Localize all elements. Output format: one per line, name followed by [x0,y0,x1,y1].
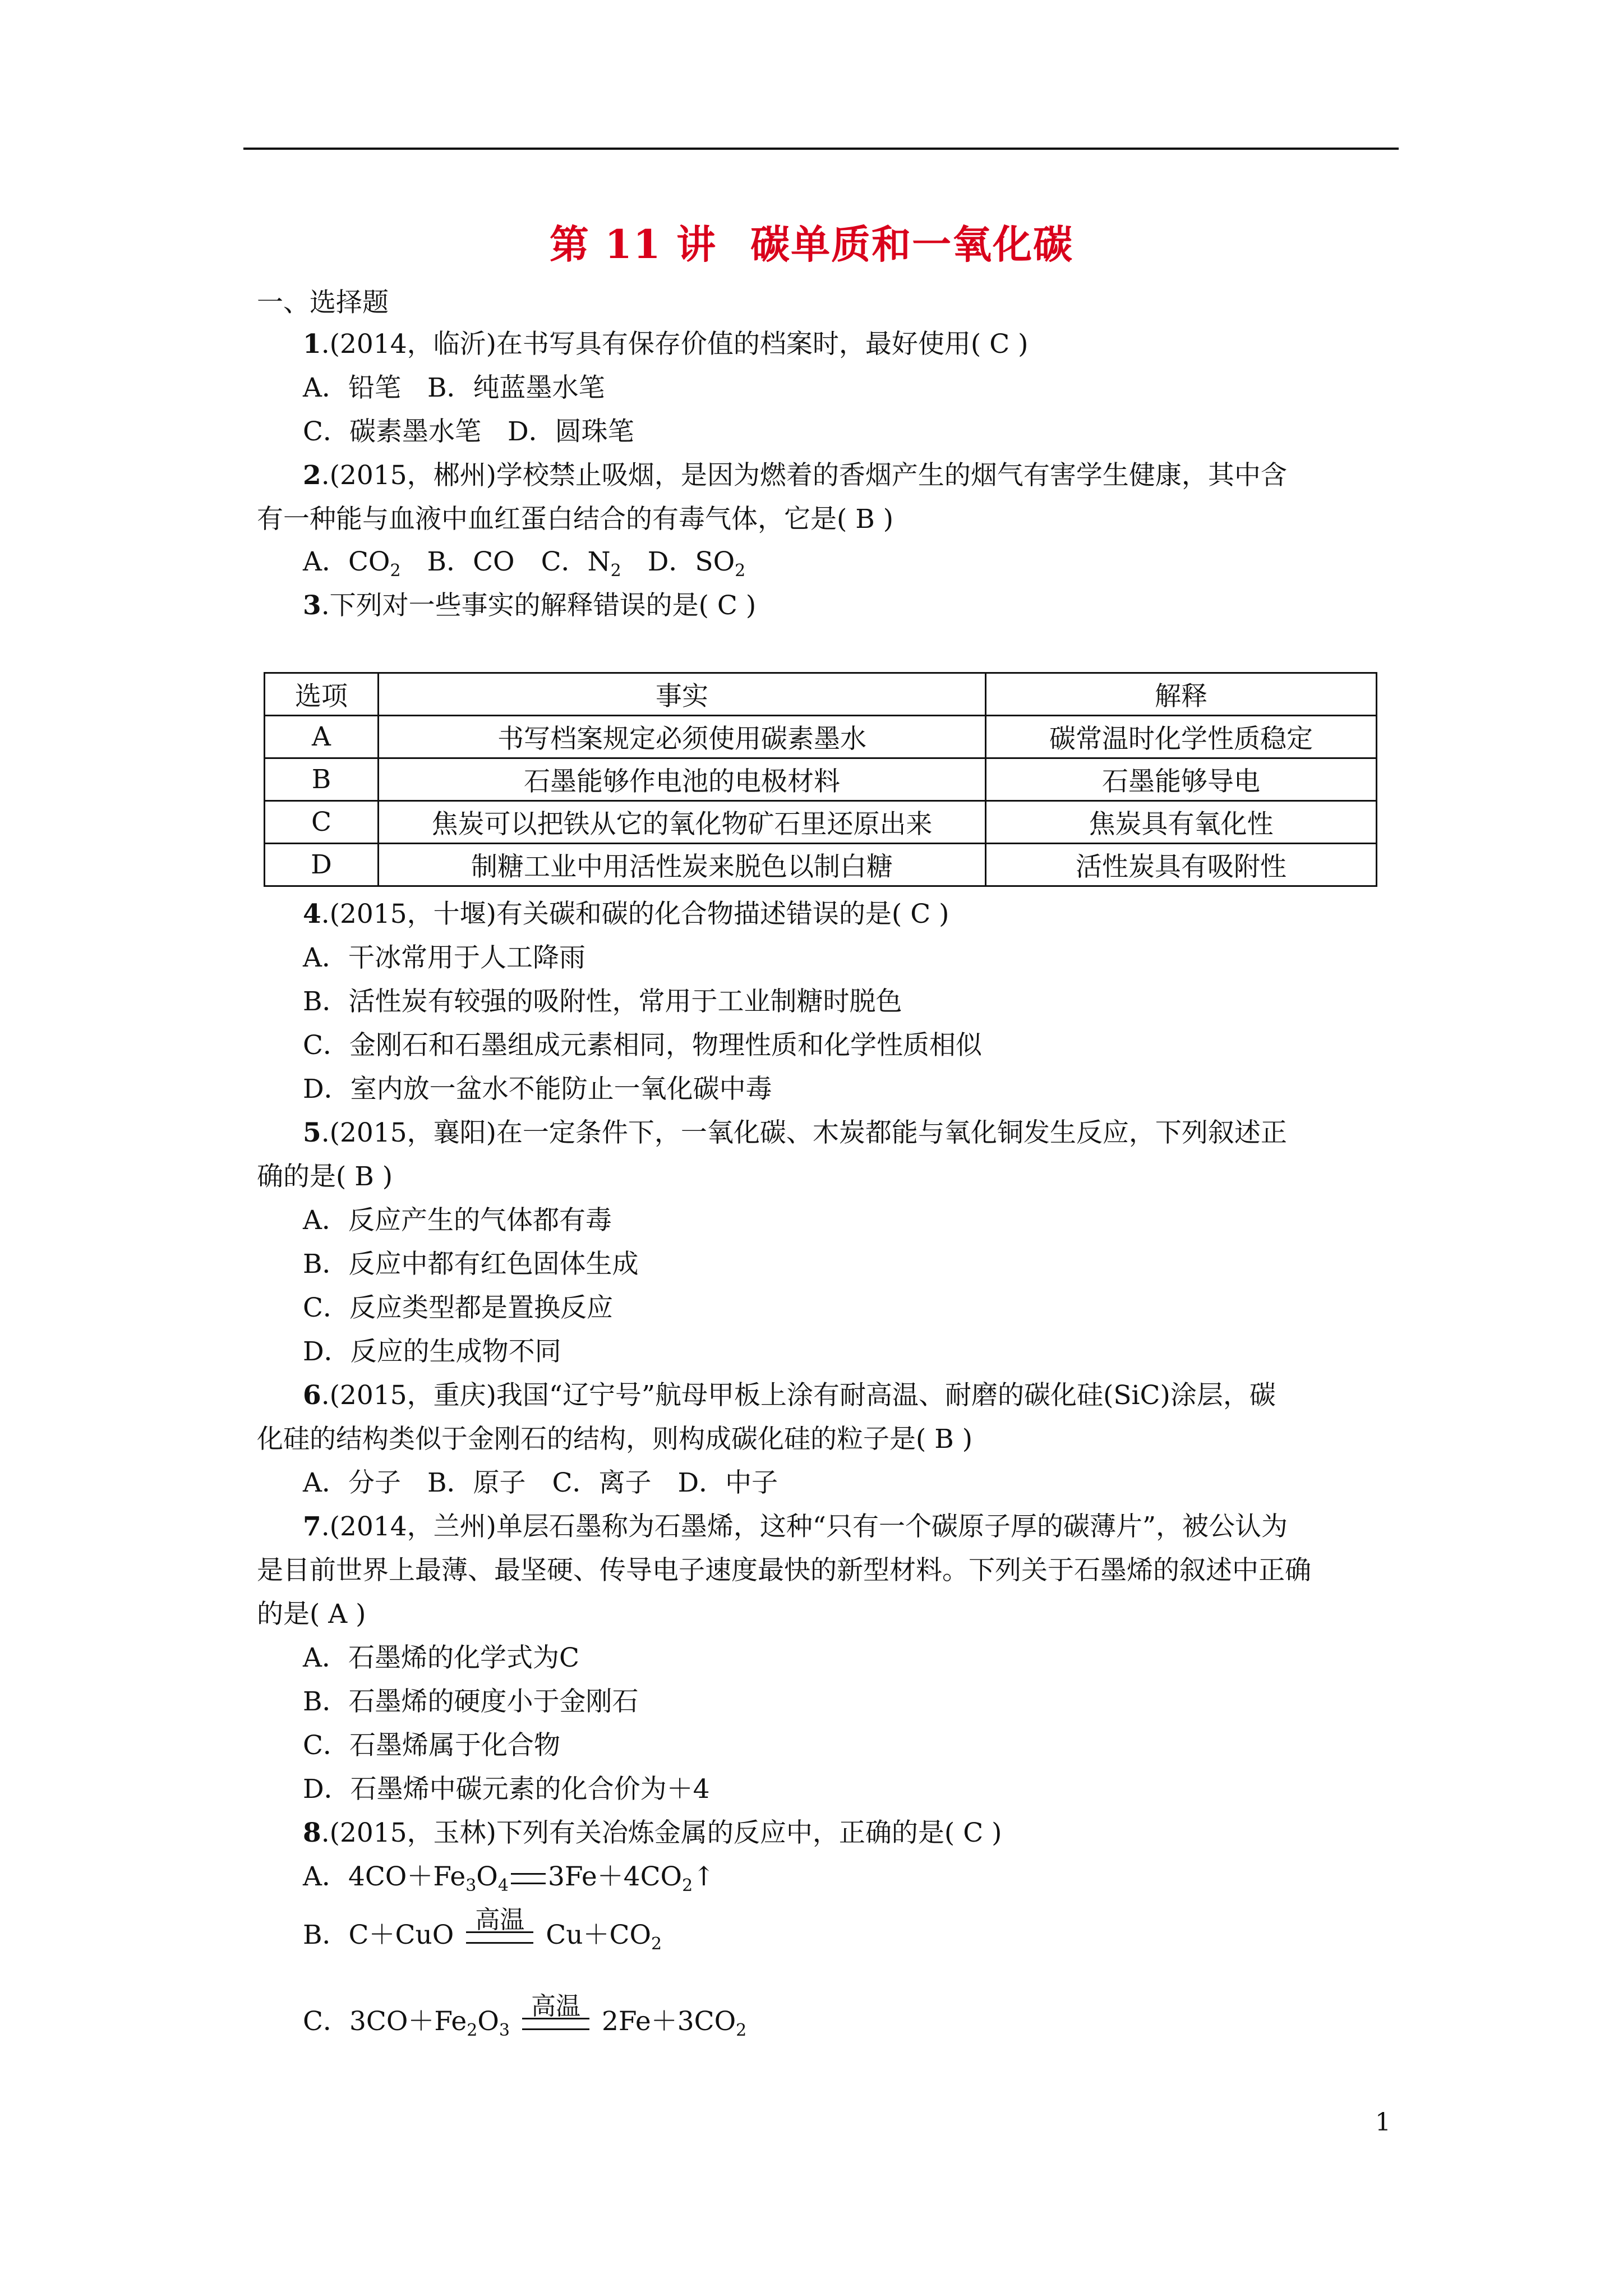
question-5-option-c: C．反应类型都是置换反应 [303,1292,613,1323]
question-1: 1.(2014，临沂)在书写具有保存价值的档案时，最好使用( C ) [303,329,1029,360]
question-7-option-c: C．石墨烯属于化合物 [303,1730,560,1761]
table-cell: C [265,801,379,844]
table-cell: 焦炭可以把铁从它的氧化物矿石里还原出来 [379,801,986,844]
question-4-option-c: C．金刚石和石墨组成元素相同，物理性质和化学性质相似 [303,1030,982,1061]
question-2-options: A．$CO_2$ B．CO C．$N_2$ D．$SO_2$ [303,546,746,581]
table-cell: 碳常温时化学性质稳定 [986,716,1377,758]
table-row [265,844,1377,886]
table-header-cell: 事实 [379,673,986,716]
question-7-option-d: D．石墨烯中碳元素的化合价为＋4 [303,1774,710,1805]
question-5-cont: 确的是( B ) [257,1161,393,1192]
facts-table [264,672,1377,887]
question-8-option-c: C．$3CO+Fe_2O_3$ 高温 $2Fe+3CO_2$ [303,1992,747,2040]
question-7: 7.(2014，兰州)单层石墨称为石墨烯，这种“只有一个碳原子厚的碳薄片”，被公认为 [303,1511,1288,1542]
table-header-cell: 选项 [265,673,379,716]
question-4-option-d: D．室内放一盆水不能防止一氧化碳中毒 [303,1074,772,1105]
table-cell: B [265,758,379,801]
question-1-options-ab: A．铅笔 B．纯蓝墨水笔 [303,372,605,403]
table-header-cell: 解释 [986,673,1377,716]
question-7-cont2: 的是( A ) [257,1599,366,1630]
question-5: 5.(2015，襄阳)在一定条件下，一氧化碳、木炭都能与氧化铜发生反应，下列叙述正 [303,1117,1287,1148]
table-header-row [265,673,1377,716]
reaction-condition: 高温 [466,1936,533,1944]
page-title: 第 11 讲 碳单质和一氧化碳 [549,221,1074,268]
table-cell: 制糖工业中用活性炭来脱色以制白糖 [379,844,986,886]
table-cell: 焦炭具有氧化性 [986,801,1377,844]
section-heading: 一、选择题 [257,287,389,318]
page-number: 1 [1375,2108,1391,2137]
table-cell: 活性炭具有吸附性 [986,844,1377,886]
question-4-option-a: A．干冰常用于人工降雨 [303,942,585,973]
table-cell: 石墨能够导电 [986,758,1377,801]
question-2-cont: 有一种能与血液中血红蛋白结合的有毒气体，它是( B ) [257,504,894,535]
question-7-option-b: B．石墨烯的硬度小于金刚石 [303,1686,639,1717]
header-rule [243,148,1399,150]
table-cell: D [265,844,379,886]
question-6: 6.(2015，重庆)我国“辽宁号”航母甲板上涂有耐高温、耐磨的碳化硅(SiC)涂层，碳 [303,1380,1276,1411]
table-row [265,801,1377,844]
table-cell: 石墨能够作电池的电极材料 [379,758,986,801]
question-4: 4.(2015，十堰)有关碳和碳的化合物描述错误的是( C ) [303,899,949,930]
question-5-option-a: A．反应产生的气体都有毒 [303,1205,612,1236]
question-8: 8.(2015，玉林)下列有关冶炼金属的反应中，正确的是( C ) [303,1818,1002,1848]
question-7-option-a: A．石墨烯的化学式为C [303,1642,579,1673]
question-1-options-cd: C．碳素墨水笔 D．圆珠笔 [303,416,634,447]
table-row [265,716,1377,758]
question-5-option-d: D．反应的生成物不同 [303,1336,561,1367]
question-6-options: A．分子 B．原子 C．离子 D．中子 [303,1467,778,1498]
question-8-option-b: B．C＋CuO 高温 $Cu+CO_2$ [303,1906,662,1954]
question-3: 3.下列对一些事实的解释错误的是( C ) [303,590,757,621]
table-cell: A [265,716,379,758]
question-7-cont: 是目前世界上最薄、最坚硬、传导电子速度最快的新型材料。下列关于石墨烯的叙述中正确 [257,1555,1311,1586]
question-2: 2.(2015，郴州)学校禁止吸烟，是因为燃着的香烟产生的烟气有害学生健康，其中含 [303,460,1287,491]
question-6-cont: 化硅的结构类似于金刚石的结构，则构成碳化硅的粒子是( B ) [257,1424,973,1455]
table-cell: 书写档案规定必须使用碳素墨水 [379,716,986,758]
question-4-option-b: B．活性炭有较强的吸附性，常用于工业制糖时脱色 [303,986,902,1017]
table-row [265,758,1377,801]
reaction-condition: 高温 [522,2022,589,2030]
question-5-option-b: B．反应中都有红色固体生成 [303,1249,639,1280]
question-8-option-a: A．$4CO+Fe_3O_4$ $3Fe+4CO_2↑$ [303,1861,715,1895]
